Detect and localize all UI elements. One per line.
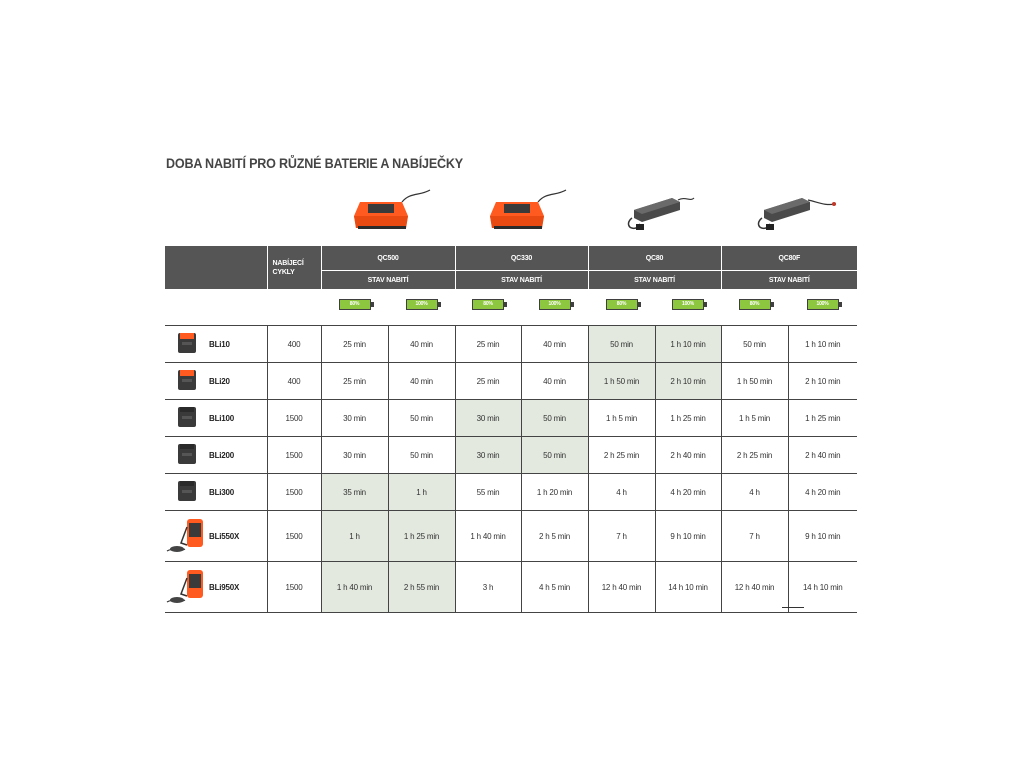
time-cell: 2 h 40 min [655,437,721,474]
battery-bli300-icon [165,474,209,511]
time-cell: 2 h 10 min [788,363,857,400]
time-cell: 12 h 40 min [721,562,788,613]
time-cell: 30 min [455,400,521,437]
header-status-qc80: STAV NABITÍ [588,271,721,290]
battery-bli20-icon [165,363,209,400]
header-blank [165,246,267,289]
battery-name: BLi100 [209,400,267,437]
table-row [165,326,857,363]
time-cell: 7 h [588,511,655,562]
battery-bli100-icon [165,400,209,437]
time-cell: 30 min [455,437,521,474]
header-charger-qc80: QC80 [588,246,721,271]
time-cell: 30 min [321,437,388,474]
time-cell: 40 min [388,363,455,400]
header-cycles: NABÍJECÍ CYKLY [267,246,321,289]
table-row [165,511,857,562]
header-status-qc80f: STAV NABITÍ [721,271,857,290]
table-row [165,363,857,400]
time-cell: 1 h 10 min [655,326,721,363]
battery-80-icon: 80% [721,289,788,319]
time-cell: 2 h 25 min [721,437,788,474]
battery-bli950x-icon [165,562,209,613]
cycles-value: 1500 [267,511,321,562]
time-cell: 1 h 20 min [521,474,588,511]
time-cell: 4 h [588,474,655,511]
table-row [165,400,857,437]
page-title: DOBA NABITÍ PRO RŮZNÉ BATERIE A NABÍJEČKY [166,156,463,171]
cycles-value: 1500 [267,562,321,613]
battery-100-icon: 100% [388,289,455,319]
time-cell: 12 h 40 min [588,562,655,613]
time-cell: 1 h 40 min [321,562,388,613]
time-cell: 9 h 10 min [788,511,857,562]
battery-name: BLi20 [209,363,267,400]
header-charger-qc80f: QC80F [721,246,857,271]
header-status-qc500: STAV NABITÍ [321,271,455,290]
time-cell: 40 min [521,363,588,400]
time-cell: 1 h 25 min [388,511,455,562]
battery-name: BLi300 [209,474,267,511]
time-cell: 1 h 40 min [455,511,521,562]
time-cell: 25 min [321,363,388,400]
time-cell: 2 h 55 min [388,562,455,613]
time-cell: 1 h 25 min [655,400,721,437]
table-row [165,437,857,474]
time-cell: 2 h 10 min [655,363,721,400]
time-cell: 40 min [388,326,455,363]
time-cell: 1 h 50 min [721,363,788,400]
cycles-value: 1500 [267,437,321,474]
time-cell: 50 min [521,400,588,437]
time-cell: 4 h 20 min [788,474,857,511]
cycles-value: 1500 [267,400,321,437]
time-cell: 50 min [588,326,655,363]
time-cell: 1 h [388,474,455,511]
header-charger-qc500: QC500 [321,246,455,271]
time-cell: 40 min [521,326,588,363]
charger-qc80-image [622,188,697,236]
header-charger-qc330: QC330 [455,246,588,271]
time-cell: 50 min [721,326,788,363]
battery-row-blank [165,289,321,319]
cycles-value: 400 [267,363,321,400]
time-cell: 7 h [721,511,788,562]
charger-qc500-image [350,188,435,236]
battery-bli550x-icon [165,511,209,562]
battery-name: BLi950X [209,562,267,613]
charger-qc80f-image [752,188,837,236]
time-cell: 25 min [455,363,521,400]
battery-100-icon: 100% [521,289,588,319]
time-cell: 1 h 50 min [588,363,655,400]
time-cell: 2 h 5 min [521,511,588,562]
battery-bli200-icon [165,437,209,474]
battery-80-icon: 80% [321,289,388,319]
time-cell: 1 h 10 min [788,326,857,363]
battery-name: BLi10 [209,326,267,363]
battery-100-icon: 100% [788,289,857,319]
time-cell: 1 h [321,511,388,562]
time-cell: 25 min [321,326,388,363]
battery-name: BLi550X [209,511,267,562]
time-cell: 9 h 10 min [655,511,721,562]
time-cell: 30 min [321,400,388,437]
time-cell: 14 h 10 min [788,562,857,613]
table-row [165,562,857,613]
battery-name: BLi200 [209,437,267,474]
time-cell: 1 h 25 min [788,400,857,437]
time-cell: 4 h [721,474,788,511]
battery-80-icon: 80% [588,289,655,319]
battery-bli10-icon [165,326,209,363]
time-cell: 25 min [455,326,521,363]
time-cell: 1 h 5 min [588,400,655,437]
cycles-value: 1500 [267,474,321,511]
table-row [165,474,857,511]
time-cell: 50 min [521,437,588,474]
charging-time-table [165,246,857,613]
footer-mark [782,607,804,608]
time-cell: 14 h 10 min [655,562,721,613]
header-status-qc330: STAV NABITÍ [455,271,588,290]
time-cell: 50 min [388,400,455,437]
time-cell: 3 h [455,562,521,613]
time-cell: 50 min [388,437,455,474]
time-cell: 2 h 25 min [588,437,655,474]
battery-80-icon: 80% [455,289,521,319]
time-cell: 2 h 40 min [788,437,857,474]
battery-100-icon: 100% [655,289,721,319]
charger-qc330-image [486,188,571,236]
time-cell: 1 h 5 min [721,400,788,437]
time-cell: 4 h 20 min [655,474,721,511]
time-cell: 55 min [455,474,521,511]
time-cell: 4 h 5 min [521,562,588,613]
time-cell: 35 min [321,474,388,511]
cycles-value: 400 [267,326,321,363]
